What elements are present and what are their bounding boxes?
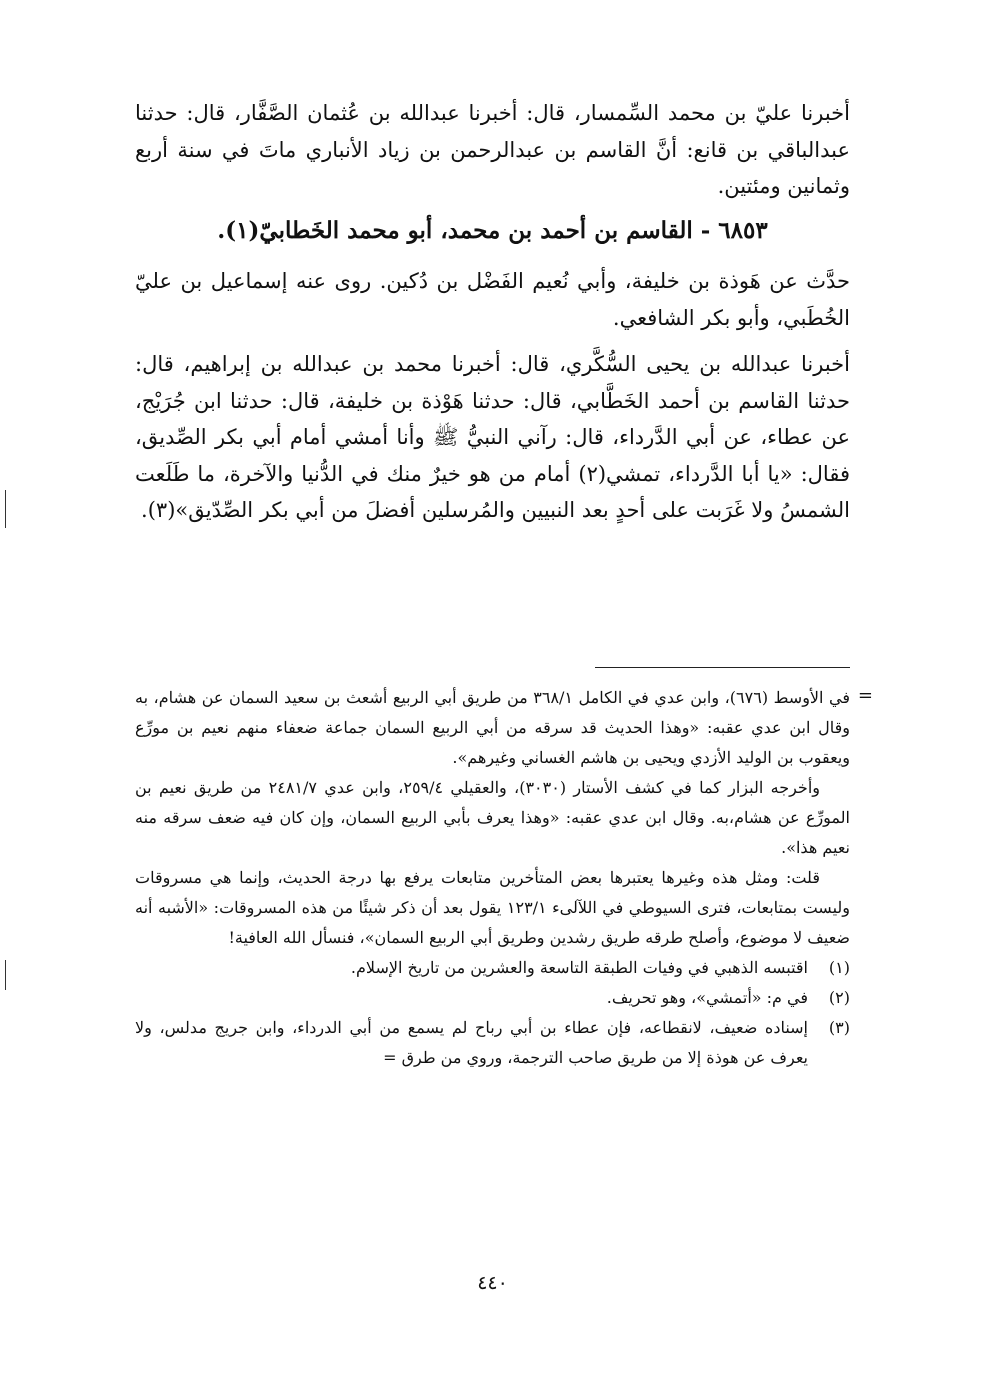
footnote-3 <box>135 1013 850 1073</box>
footnote-number: (٣) <box>828 1018 850 1037</box>
footnotes-area <box>135 683 850 1073</box>
footnote-number: (١) <box>828 958 850 977</box>
scan-edge-mark <box>5 960 6 990</box>
paragraph-3: أخبرنا عبدالله بن يحيى السُّكَّري، قال: أخبرنا محمد بن عبدالله بن إبراهيم، قال: حدثنا القاسم بن أحمد الخَطَّابي، قال: حدثنا هَوْذة بن خليفة، قال: حدثنا ابن جُرَيْج، عن عطاء، عن أبي الدَّرداء، قال: رآني النبيُّ ﷺ وأنا أمشي أمام أبي بكر الصِّديق، فقال: «يا أبا الدَّرداء، تمشي(٢) أمام من هو خيرٌ منك في الدُّنيا والآخرة، ما طَلَعت الشمسُ ولا غَرَبت على أحدٍ بعد النبيين والمُرسلين أفضلَ من أبي بكر الصِّدّيق»(٣). <box>135 352 850 522</box>
paragraph-2: حدَّث عن هَوذة بن خليفة، وأبي نُعيم الفَضْل بن دُكين. روى عنه إسماعيل بن عليّ الخُطَبي، وأبو بكر الشافعي. <box>135 269 850 330</box>
page-number: ٤٤٠ <box>477 1272 508 1294</box>
entry-heading: ٦٨٥٣ - القاسم بن أحمد بن محمد، أبو محمد الخَطابيّ(١). <box>217 216 768 244</box>
footnote-text: اقتبسه الذهبي في وفيات الطبقة التاسعة والعشرين من تاريخ الإسلام. <box>350 958 808 977</box>
footnote-number: (٢) <box>828 988 850 1007</box>
note-paragraph-2: وأخرجه البزار كما في كشف الأستار (٣٠٣٠)، والعقيلي ٢٥٩/٤، وابن عدي ٢٤٨١/٧ من طريق نعيم بن المورِّع عن هشام،به. وقال ابن عدي عقبه: «وهذا يعرف بأبي الربيع السمان، وإن كان فيه ضعف سرقه منه نعيم هذا». <box>135 778 850 857</box>
paragraph-1: أخبرنا عليّ بن محمد السِّمسار، قال: أخبرنا عبدالله بن عُثمان الصَّفَّار، قال: حدثنا عبدالباقي بن قانع: أنَّ القاسم بن عبدالرحمن بن زياد الأنباري ماتَ في سنة أربع وثمانين ومئتين. <box>135 101 850 198</box>
footnote-1 <box>135 953 850 983</box>
footnote-text: في م: «أتمشي»، وهو تحريف. <box>606 988 808 1007</box>
note-paragraph-3: قلت: ومثل هذه وغيرها يعتبرها بعض المتأخرين متابعات يرفع بها درجة الحديث، وإنما هي مسروقات وليست بمتابعات، فترى السيوطي في اللآلىء ١٢٣/١ يقول بعد أن ذكر شيئًا من هذه المسروقات: «الأشبه أنه ضعيف لا موضوع، وأصلح طرقه طريق رشدين وطريق أبي الربيع السمان»، فنسأل الله العافية! <box>135 868 851 947</box>
note-continuation: في الأوسط (٦٧٦)، وابن عدي في الكامل ٣٦٨/١ من طريق أبي الربيع أشعث بن سعيد السمان عن هشام، به وقال ابن عدي عقبه: «وهذا الحديث قد سرقه من أبي الربيع السمان جماعة ضعفاء منهم نعيم بن مورِّع ويعقوب بن الوليد الأزدي ويحيى بن هاشم الغساني وغيرهم». <box>135 688 851 767</box>
footnote-divider <box>595 667 850 668</box>
scan-edge-mark <box>5 490 6 528</box>
footnote-text: إسناده ضعيف، لانقطاعه، فإن عطاء بن أبي رباح لم يسمع من أبي الدرداء، وابن جريج مدلس، ولا يعرف عن هوذة إلا من طريق صاحب الترجمة، وروي من طرق = <box>135 1018 808 1067</box>
continuation-mark: = <box>857 685 873 706</box>
main-text <box>135 95 850 529</box>
footnote-2 <box>135 983 850 1013</box>
